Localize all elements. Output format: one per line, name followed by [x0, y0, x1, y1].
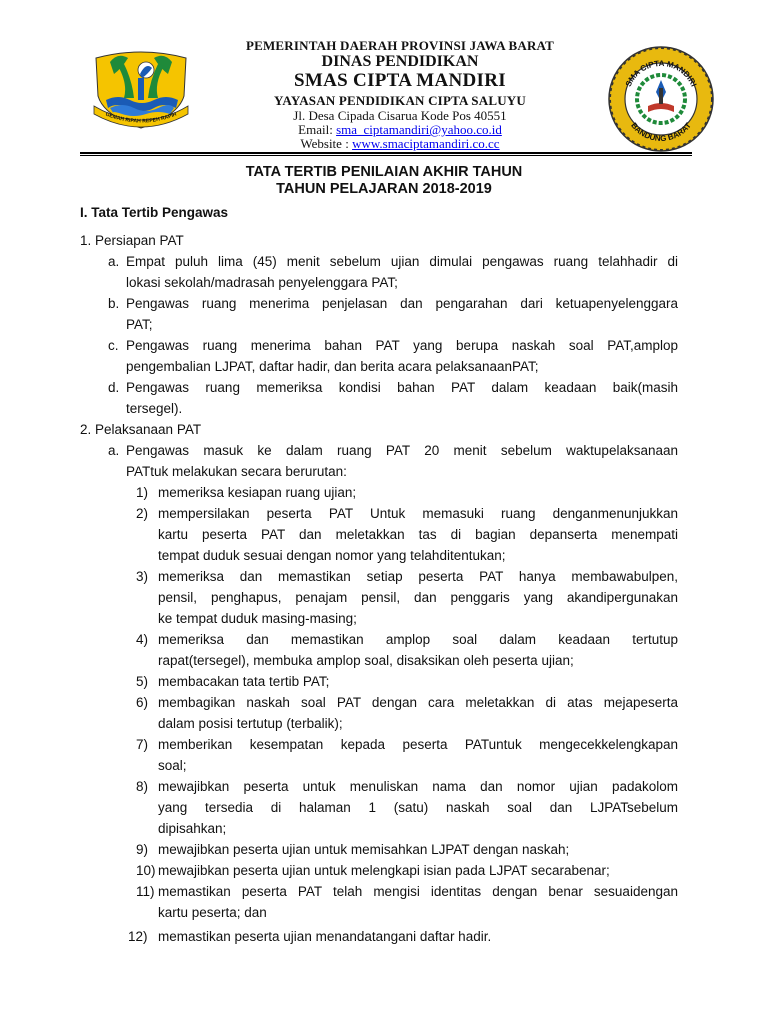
list-number: 10) [136, 863, 156, 878]
list-item-text: kartu peserta PAT dan meletakkan tas di bagian depanserta menempati [158, 527, 678, 542]
list-item-text: tempat duduk sesuai dengan nomor yang telahditentukan; [158, 548, 506, 563]
list-item-text: membagikan naskah soal PAT dengan cara meletakkan di atas mejapeserta [158, 695, 678, 710]
list-item-text: tersegel). [126, 401, 183, 416]
part-heading-preparation: 1. Persiapan PAT [80, 233, 184, 248]
list-number: 9) [136, 842, 149, 857]
list-item-text: rapat(tersegel), membuka amplop soal, disaksikan oleh peserta ujian; [158, 653, 574, 668]
list-item-text: mewajibkan peserta untuk menuliskan nama dan nomor ujian padakolom [158, 779, 678, 794]
list-item-text: Pengawas masuk ke dalam ruang PAT 20 menit sebelum waktupelaksanaan [126, 443, 678, 458]
school-name: SMAS CIPTA MANDIRI [294, 70, 506, 91]
list-item-text: yang tersedia di halaman 1 (satu) naskah soal dan LJPATsebelum [158, 800, 678, 815]
list-item-text: pensil, penghapus, penajam pensil, dan penggaris yang akandipergunakan [158, 590, 678, 605]
school-address: Jl. Desa Cipada Cisarua Kode Pos 40551 [293, 108, 507, 123]
list-item-text: memeriksa kesiapan ruang ujian; [158, 485, 357, 500]
list-item-text: memberikan kesempatan kepada peserta PATuntuk mengecekkelengkapan [158, 737, 678, 752]
list-item-text: mewajibkan peserta ujian untuk melengkapi isian pada LJPAT secarabenar; [158, 863, 610, 878]
list-item-text: PATtuk melakukan secara berurutan: [126, 464, 347, 479]
list-marker: b. [108, 296, 120, 311]
foundation-name: YAYASAN PENDIDIKAN CIPTA SALUYU [274, 93, 526, 108]
list-item-text: memeriksa dan memastikan setiap peserta PAT hanya membawabulpen, [158, 569, 678, 584]
list-marker: d. [108, 380, 120, 395]
list-number: 3) [136, 569, 149, 584]
list-item-text: soal; [158, 758, 187, 773]
list-marker: a. [108, 443, 120, 458]
list-number: 2) [136, 506, 149, 521]
seal-top-text: SMA CIPTA MANDIRI [623, 58, 699, 89]
list-item-text: memeriksa dan memastikan amplop soal dalam keadaan tertutup [158, 632, 678, 647]
list-item-text: memastikan peserta PAT telah mengisi identitas dengan benar sesuaidengan [158, 884, 678, 899]
email-link[interactable]: sma_ciptamandiri@yahoo.co.id [336, 122, 502, 137]
list-number: 7) [136, 737, 149, 752]
list-item-text: ke tempat duduk masing-masing; [158, 611, 357, 626]
list-item-text: Pengawas ruang menerima bahan PAT yang berupa naskah soal PAT,amplop [126, 338, 678, 353]
list-number: 8) [136, 779, 149, 794]
list-item-text: dalam posisi tertutup (terbalik); [158, 716, 343, 731]
part-heading-implementation: 2. Pelaksanaan PAT [80, 422, 202, 437]
list-item-text: membacakan tata tertib PAT; [158, 674, 330, 689]
list-item-text: kartu peserta; dan [158, 905, 267, 920]
list-marker: a. [108, 254, 120, 269]
list-marker: c. [108, 338, 119, 353]
website-label: Website : [300, 136, 353, 151]
list-number: 1) [136, 485, 149, 500]
website-link[interactable]: www.smaciptamandiri.co.cc [352, 136, 500, 151]
emblem-motto-text: GEMAH RIPAH REPEH RAPIH [104, 111, 178, 125]
list-item-text: Pengawas ruang memeriksa kondisi bahan PAT dalam keadaan baik(masih [126, 380, 678, 395]
list-item-text: memastikan peserta ujian menandatangani daftar hadir. [158, 929, 492, 944]
list-item-text: dipisahkan; [158, 821, 227, 836]
list-item-text: lokasi sekolah/madrasah penyelenggara PAT; [126, 275, 398, 290]
list-number: 12) [128, 929, 148, 944]
email-label: Email: [298, 122, 337, 137]
list-number: 11) [136, 884, 155, 899]
seal-bottom-text: BANDUNG BARAT [629, 120, 693, 144]
list-item-text: PAT; [126, 317, 153, 332]
list-number: 6) [136, 695, 149, 710]
list-item-text: pengembalian LJPAT, daftar hadir, dan berita acara pelaksanaanPAT; [126, 359, 539, 374]
list-item-text: mempersilakan peserta PAT Untuk memasuki ruang denganmenunjukkan [158, 506, 678, 521]
list-item-text: Pengawas ruang menerima penjelasan dan pengarahan dari ketuapenyelenggara [126, 296, 678, 311]
government-name: PEMERINTAH DAERAH PROVINSI JAWA BARAT [245, 38, 555, 53]
document-title: TATA TERTIB PENILAIAN AKHIR TAHUN [245, 164, 523, 180]
document-subtitle: TAHUN PELAJARAN 2018-2019 [276, 181, 492, 197]
section-heading: I. Tata Tertib Pengawas [80, 205, 229, 220]
list-number: 5) [136, 674, 149, 689]
department-name: DINAS PENDIDIKAN [321, 53, 479, 70]
list-number: 4) [136, 632, 149, 647]
list-item-text: mewajibkan peserta ujian untuk memisahkan LJPAT dengan naskah; [158, 842, 570, 857]
list-item-text: Empat puluh lima (45) menit sebelum ujian dimulai pengawas ruang telahhadir di [126, 254, 678, 269]
